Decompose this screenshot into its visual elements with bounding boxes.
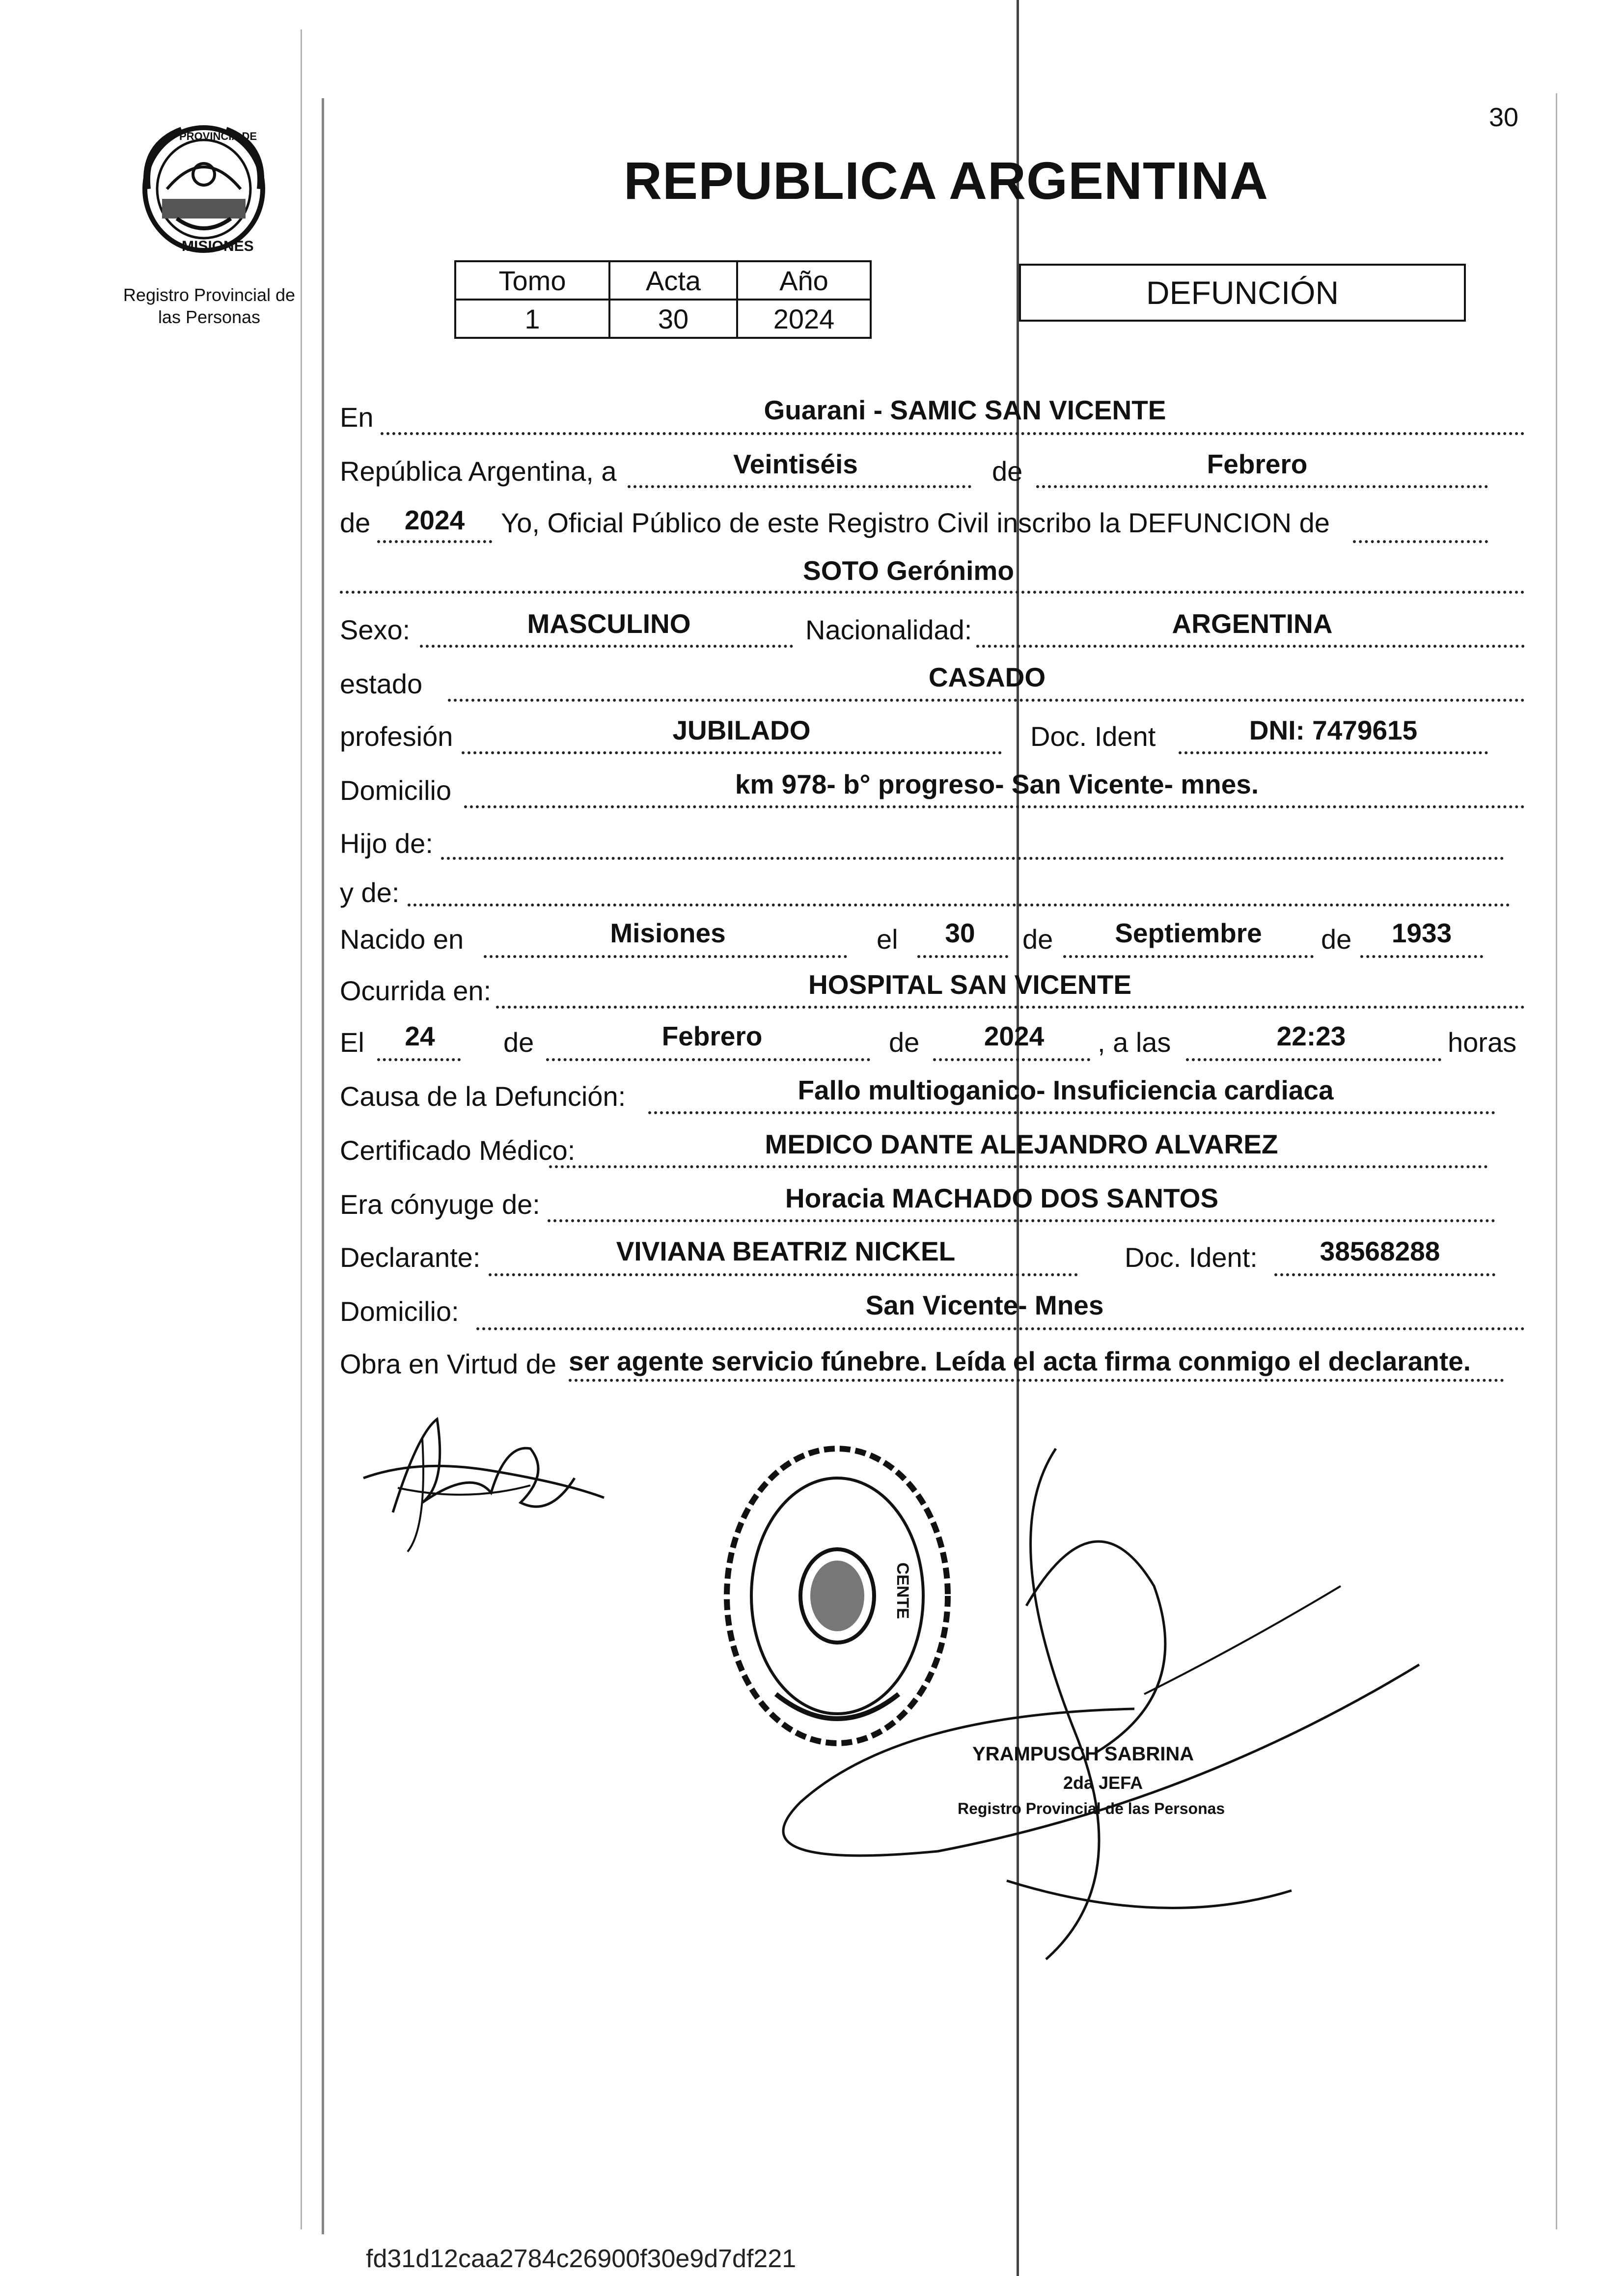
registry-line-2: las Personas [158,307,261,327]
hora-dotline [1186,1058,1441,1061]
domicilio-value: km 978- b° progreso- San Vicente- mnes. [735,769,1259,799]
de-label-2: de [340,507,371,538]
doc-ident-2-dotline [1274,1273,1495,1276]
certificado-dotline [549,1165,1488,1168]
tomo-value: 1 [455,300,609,338]
en-dotline [381,432,1525,435]
nacido-mes: Septiembre [1115,918,1262,948]
declarante-value: VIVIANA BEATRIZ NICKEL [616,1236,956,1266]
month-dotline [1036,485,1488,488]
nacido-lugar-dotline [484,955,847,958]
conyuge-dotline [548,1219,1495,1222]
seal-bottom-text: MISIONES [182,238,254,254]
ocurrida-dotline [496,1006,1525,1009]
official-signature [751,1439,1439,1979]
sexo-value: MASCULINO [527,608,691,639]
domicilio-2-label: Domicilio: [340,1296,459,1327]
estado-value: CASADO [928,662,1046,692]
doc-ident-label: Doc. Ident [1030,721,1156,752]
sexo-dotline [420,645,793,648]
official-office-stamp: Registro Provincial de las Personas [958,1800,1225,1817]
left-margin-line-faint [301,29,302,2229]
certificado-label: Certificado Médico: [340,1135,576,1166]
ocurrida-value: HOSPITAL SAN VICENTE [808,969,1132,1000]
left-margin-line [322,98,324,2234]
domicilio-2-value: San Vicente- Mnes [865,1290,1104,1320]
profesion-label: profesión [340,721,453,752]
tomo-header: Tomo [455,261,609,300]
causa-label: Causa de la Defunción: [340,1081,626,1112]
y-de-label: y de: [340,877,400,908]
name-dotline [340,591,1525,594]
day-value: Veintiséis [733,449,858,479]
domicilio-dotline [464,805,1525,808]
el-label: el [877,924,898,955]
de-label-6: de [889,1027,920,1058]
document-title: REPUBLICA ARGENTINA [624,151,1268,210]
fecha-anio-dotline [933,1058,1090,1061]
acta-header: Acta [609,261,737,300]
acta-value: 30 [609,300,737,338]
provincial-seal [133,115,275,263]
hora-value: 22:23 [1276,1021,1346,1051]
republica-label: República Argentina, a [340,456,617,487]
domicilio-2-dotline [476,1327,1525,1330]
record-table-value-row [455,300,871,338]
causa-dotline [648,1111,1495,1114]
record-table [454,260,872,339]
en-label: En [340,402,374,433]
horas-label: horas [1448,1027,1517,1058]
declarant-signature [344,1404,619,1562]
year-value: 2024 [404,505,465,535]
profesion-dotline [462,751,1002,754]
y-de-dotline [408,904,1510,906]
fecha-dia-dotline [377,1058,461,1061]
nacido-dia: 30 [945,918,975,948]
fecha-mes-dotline [546,1058,870,1061]
anio-value: 2024 [737,300,871,338]
official-seal-text: CENTE [893,1562,912,1619]
estado-label: estado [340,668,423,699]
conyuge-value: Horacia MACHADO DOS SANTOS [785,1183,1219,1213]
seal-top-text: PROVINCIA DE [179,130,257,142]
de-label-4: de [1321,924,1352,955]
profesion-value: JUBILADO [672,715,811,745]
fecha-mes: Febrero [661,1021,763,1051]
nacido-dia-dotline [917,955,1008,958]
de-label-5: de [503,1027,534,1058]
anio-header: Año [737,261,871,300]
page-number: 30 [1489,103,1519,132]
nacionalidad-value: ARGENTINA [1172,608,1333,639]
causa-value: Fallo multioganico- Insuficiencia cardiaca [798,1075,1334,1105]
document-hash: fd31d12caa2784c26900f30e9d7df221 [366,2245,797,2273]
right-margin-line [1556,93,1557,2229]
inscribo-text: Yo, Oficial Público de este Registro Civil inscribo la DEFUNCION de [501,507,1330,538]
nacido-anio: 1933 [1391,918,1452,948]
certificado-value: MEDICO DANTE ALEJANDRO ALVAREZ [765,1129,1278,1159]
de-label-3: de [1022,924,1053,955]
registry-name [111,284,307,328]
hijo-label: Hijo de: [340,828,433,859]
nacionalidad-label: Nacionalidad: [805,614,972,645]
fecha-anio: 2024 [984,1021,1045,1051]
day-dotline [628,485,971,488]
inscribo-dotline [1353,540,1488,543]
deceased-name: SOTO Gerónimo [803,555,1014,586]
doc-ident-2-label: Doc. Ident: [1125,1242,1258,1273]
obra-label: Obra en Virtud de [340,1348,557,1379]
conyuge-label: Era cónyuge de: [340,1189,540,1220]
official-name-stamp: YRAMPUSCH SABRINA [972,1743,1194,1765]
ocurrida-label: Ocurrida en: [340,975,492,1006]
month-value: Febrero [1207,449,1308,479]
en-value: Guarani - SAMIC SAN VICENTE [764,395,1166,425]
nacido-label: Nacido en [340,924,464,955]
fecha-dia: 24 [405,1021,435,1051]
estado-dotline [448,699,1525,702]
nacido-lugar: Misiones [610,918,726,948]
el-cap-label: El [340,1027,364,1058]
record-table-header-row [455,261,871,300]
sexo-label: Sexo: [340,614,411,645]
record-type-box: DEFUNCIÓN [1019,264,1466,322]
doc-ident-2-value: 38568288 [1320,1236,1440,1266]
declarante-label: Declarante: [340,1242,481,1273]
a-las-label: , a las [1098,1027,1171,1058]
de-label: de [992,456,1023,487]
obra-dotline [569,1379,1504,1382]
doc-ident-dotline [1179,751,1488,754]
doc-ident-value: DNI: 7479615 [1249,715,1418,745]
year-dotline [377,540,492,543]
domicilio-label: Domicilio [340,775,452,806]
nacido-mes-dotline [1063,955,1314,958]
nacido-anio-dotline [1360,955,1483,958]
registry-line-1: Registro Provincial de [123,285,296,305]
official-position-stamp: 2da JEFA [1063,1773,1143,1793]
hijo-dotline [441,857,1504,860]
obra-value: ser agente servicio fúnebre. Leída el acta firma conmigo el declarante. [569,1346,1471,1376]
nacionalidad-dotline [976,645,1525,648]
declarante-dotline [489,1273,1078,1276]
